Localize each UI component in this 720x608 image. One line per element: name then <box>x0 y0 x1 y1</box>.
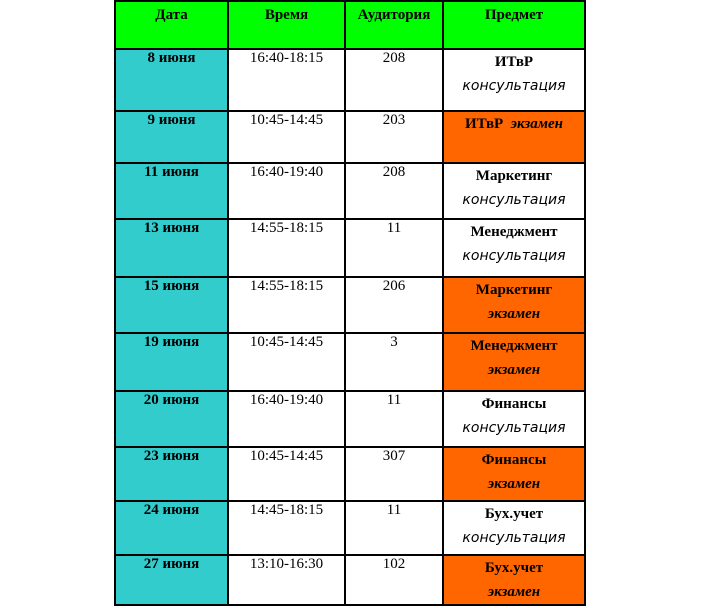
row-time: 10:45-14:45 <box>228 447 345 501</box>
subject-kind: экзамен <box>487 476 541 492</box>
subject-name: Маркетинг <box>475 282 553 298</box>
row-room: 203 <box>345 111 443 163</box>
subject-kind: консультация <box>462 78 566 94</box>
header-row <box>115 1 585 49</box>
row-subject <box>443 555 585 605</box>
row-time: 10:45-14:45 <box>228 333 345 391</box>
row-subject <box>443 391 585 447</box>
subject-kind: консультация <box>462 530 566 546</box>
row-time: 16:40-18:15 <box>228 49 345 111</box>
row-subject <box>443 49 585 111</box>
subject-kind: консультация <box>462 248 566 264</box>
row-date: 8 июня <box>115 49 228 111</box>
subject-name: ИТвР <box>465 116 504 132</box>
subject-name: Бух.учет <box>484 560 544 576</box>
subject-name: Маркетинг <box>475 168 553 184</box>
row-room: 11 <box>345 391 443 447</box>
row-date: 11 июня <box>115 163 228 219</box>
row-subject <box>443 163 585 219</box>
row-room: 11 <box>345 219 443 277</box>
row-room: 3 <box>345 333 443 391</box>
row-room: 11 <box>345 501 443 555</box>
header-date: Дата <box>115 1 228 49</box>
row-subject <box>443 277 585 333</box>
subject-name: Финансы <box>481 396 547 412</box>
row-subject <box>443 219 585 277</box>
subject-kind: экзамен <box>487 362 541 378</box>
subject-name: Менеджмент <box>470 224 558 240</box>
row-time: 13:10-16:30 <box>228 555 345 605</box>
table-row <box>115 333 585 391</box>
table-row <box>115 49 585 111</box>
row-subject <box>443 501 585 555</box>
row-room: 102 <box>345 555 443 605</box>
row-date: 19 июня <box>115 333 228 391</box>
table-row <box>115 555 585 605</box>
row-room: 206 <box>345 277 443 333</box>
subject-name: Менеджмент <box>470 338 558 354</box>
subject-kind: консультация <box>462 420 566 436</box>
table-row <box>115 391 585 447</box>
row-date: 23 июня <box>115 447 228 501</box>
header-room: Аудитория <box>345 1 443 49</box>
table-row <box>115 447 585 501</box>
row-time: 14:55-18:15 <box>228 219 345 277</box>
row-time: 14:45-18:15 <box>228 501 345 555</box>
row-time: 14:55-18:15 <box>228 277 345 333</box>
table-row <box>115 501 585 555</box>
row-time: 16:40-19:40 <box>228 163 345 219</box>
row-room: 208 <box>345 163 443 219</box>
row-date: 15 июня <box>115 277 228 333</box>
table-row <box>115 163 585 219</box>
row-subject <box>443 333 585 391</box>
subject-name: ИТвР <box>494 54 534 70</box>
table-row <box>115 219 585 277</box>
subject-kind: экзамен <box>487 584 541 600</box>
subject-kind: экзамен <box>510 116 563 132</box>
table-row <box>115 111 585 163</box>
row-room: 208 <box>345 49 443 111</box>
row-time: 16:40-19:40 <box>228 391 345 447</box>
row-date: 24 июня <box>115 501 228 555</box>
header-subject: Предмет <box>443 1 585 49</box>
row-date: 9 июня <box>115 111 228 163</box>
header-time: Время <box>228 1 345 49</box>
schedule-table <box>114 0 586 606</box>
row-date: 13 июня <box>115 219 228 277</box>
row-subject <box>443 111 585 163</box>
table-row <box>115 277 585 333</box>
row-date: 27 июня <box>115 555 228 605</box>
subject-kind: консультация <box>462 192 566 208</box>
row-subject <box>443 447 585 501</box>
row-room: 307 <box>345 447 443 501</box>
row-time: 10:45-14:45 <box>228 111 345 163</box>
subject-kind: экзамен <box>487 306 541 322</box>
subject-name: Финансы <box>481 452 547 468</box>
row-date: 20 июня <box>115 391 228 447</box>
subject-name: Бух.учет <box>484 506 544 522</box>
